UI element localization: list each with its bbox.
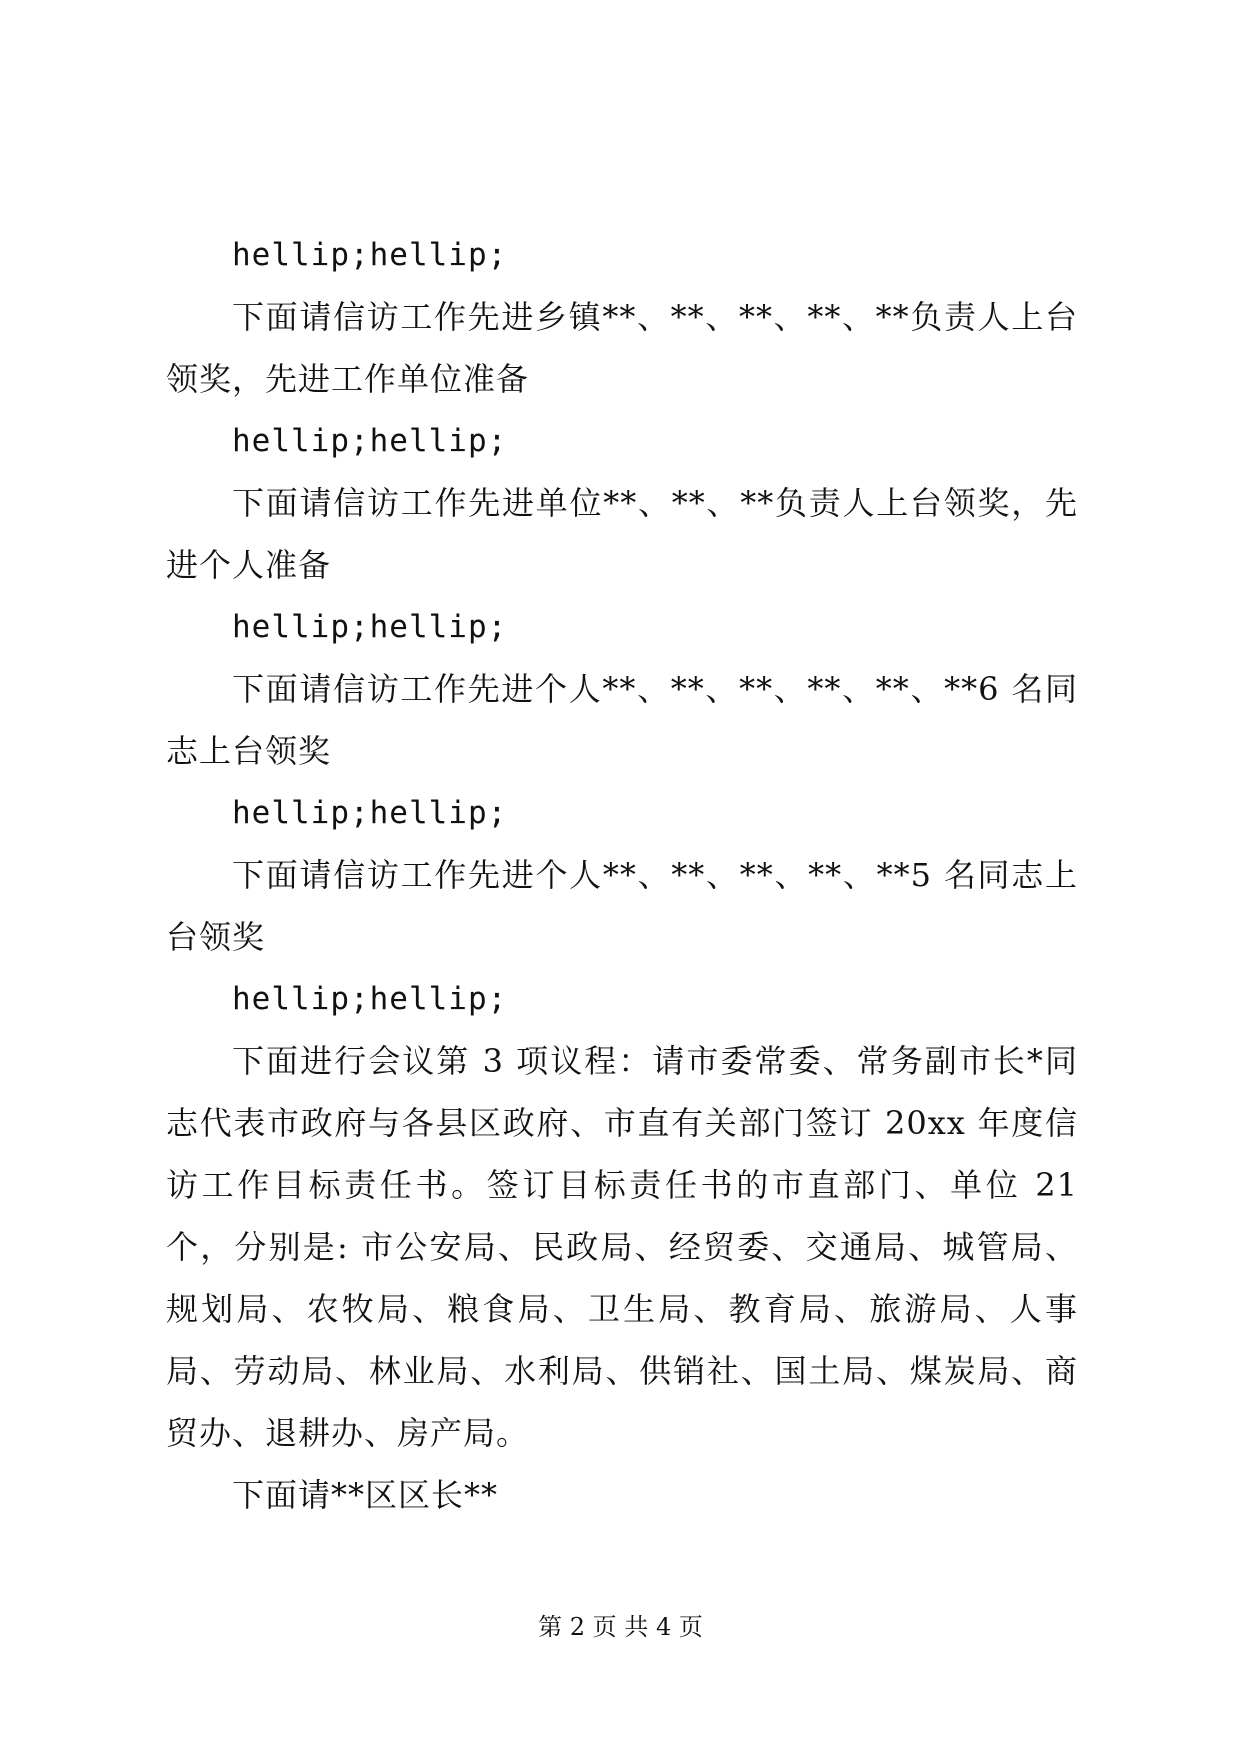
district-head-paragraph: 下面请**区区长** (232, 1476, 499, 1514)
award-township-paragraph: 下面请信访工作先进乡镇**、**、**、**、**负责人上台领奖，先进工作单位准备 (166, 298, 1078, 398)
award-unit-paragraph: 下面请信访工作先进单位**、**、**负责人上台领奖，先进个人准备 (166, 484, 1078, 584)
ellipsis-paragraph: hellip;hellip; (232, 795, 508, 831)
award-individual-5-paragraph: 下面请信访工作先进个人**、**、**、**、**5 名同志上台领奖 (166, 856, 1078, 956)
ellipsis-paragraph: hellip;hellip; (232, 981, 508, 1017)
award-individual-6-paragraph: 下面请信访工作先进个人**、**、**、**、**、**6 名同志上台领奖 (166, 670, 1078, 770)
document-body (166, 224, 1078, 1526)
ellipsis-paragraph: hellip;hellip; (232, 609, 508, 645)
ellipsis-paragraph: hellip;hellip; (232, 423, 508, 459)
page-number-footer: 第 2 页 共 4 页 (538, 1613, 703, 1641)
agenda-item-3-paragraph: 下面进行会议第 3 项议程：请市委常委、常务副市长*同志代表市政府与各县区政府、市直有关部门签订 20xx 年度信访工作目标责任书。签订目标责任书的市直部门、单位 21 个，分别是: 市公安局、民政局、经贸委、交通局、城管局、规划局、农牧局、粮食局、卫生局、教育局、旅游局、人事局、劳动局、林业局、水利局、供销社、国土局、煤炭局、商贸办、退耕办、房产局。 (166, 1042, 1078, 1452)
ellipsis-paragraph: hellip;hellip; (232, 237, 508, 273)
